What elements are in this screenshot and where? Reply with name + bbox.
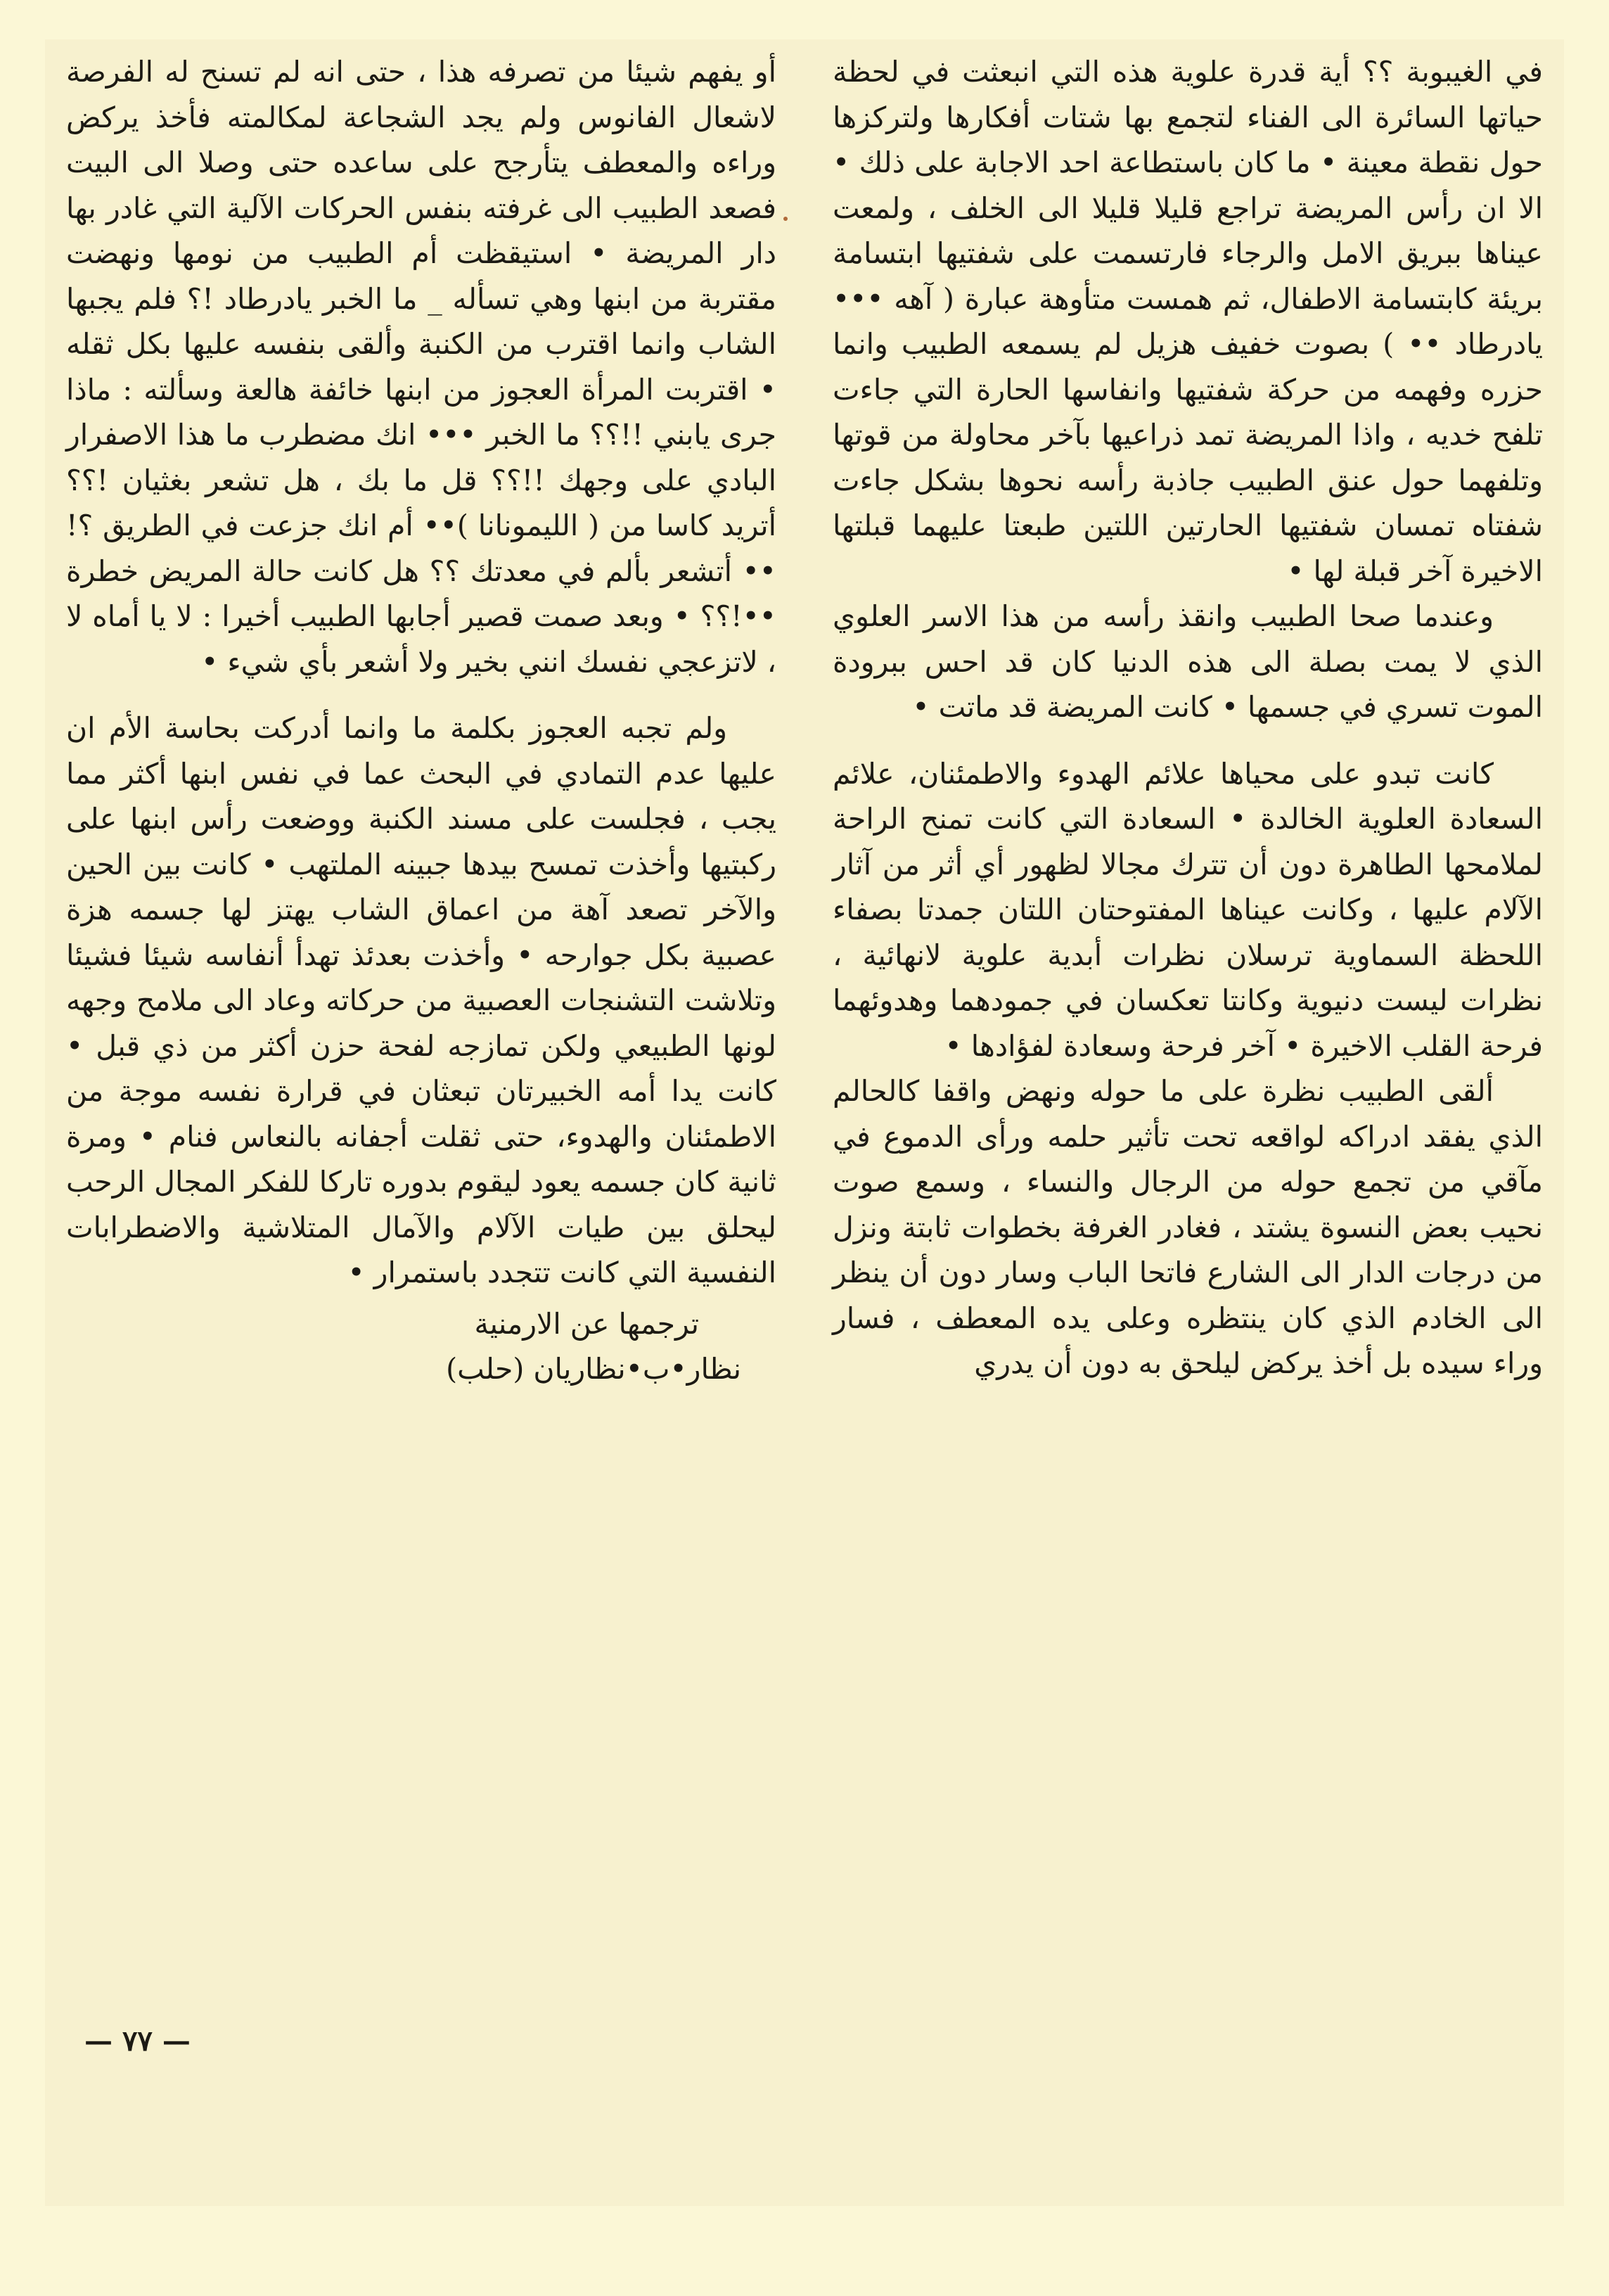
paragraph: ولم تجبه العجوز بكلمة ما وانما أدركت بحاسة الأم ان عليها عدم التمادي في البحث عما في نفس ابنها أكثر مما يجب ، فجلست على مسند الكنبة ووضعت رأس ابنها على ركبتيها وأخذت تمسح بيدها جبينه الملتهب • كانت بين الحين والآخر تصعد آهة من اعماق الشاب يهتز لها جسمه هزة عصبية بكل جوارحه • وأخذت بعدئذ تهدأ أنفاسه شيئا فشيئا وتلاشت التشنجات العصبية من حركاته وعاد الى ملامح وجهه لونها الطبيعي ولكن تمازجه لفحة حزن أكثر من ذي قبل • كانت يدا أمه الخبيرتان تبعثان في قرارة نفسه موجة من الاطمئنان والهدوء، حتى ثقلت أجفانه بالنعاس فنام • ومرة ثانية كان جسمه يعود ليقوم بدوره تاركا للفكر المجال الرحب ليحلق بين طيات الآلام والآمال المتلاشية والاضطرابات النفسية التي كانت تتجدد باستمرار • <box>66 711 776 1289</box>
paragraph: كانت تبدو على محياها علائم الهدوء والاطمئنان، علائم السعادة العلوية الخالدة • السعادة التي كانت تمنح الراحة لملامحها الطاهرة دون أن تترك مجالا لظهور أي أثر من آثار الآلام عليها ، وكانت عيناها المفتوحتان اللتان جمدتا بصفاء اللحظة السماوية ترسلان نظرات أبدية علوية لانهائية ، نظرات ليست دنيوية وكانتا تعكسان في جمودهما وهدوئهما فرحة القلب الاخيرة • آخر فرحة وسعادة لفؤادها • <box>833 756 1543 1063</box>
translator-credit: ترجمها عن الارمنية <box>474 1306 699 1341</box>
left-column <box>66 49 776 1392</box>
right-column <box>833 49 1543 1386</box>
magazine-page <box>45 39 1564 2206</box>
author-credit: نظار•ب•نظاريان (حلب) <box>446 1352 741 1386</box>
page-number: — ٧٧ — <box>84 2024 191 2058</box>
ink-dot <box>783 217 788 221</box>
paragraph: وعندما صحا الطبيب وانقذ رأسه من هذا الاسر العلوي الذي لا يمت بصلة الى هذه الدنيا كان قد احس ببرودة الموت تسري في جسمها • كانت المريضة قد ماتت • <box>833 599 1543 724</box>
paragraph: أو يفهم شيئا من تصرفه هذا ، حتى انه لم تسنح له الفرصة لاشعال الفانوس ولم يجد الشجاعة لمكالمته فأخذ يركض وراءه والمعطف يتأرجح على ساعده حتى وصلا الى البيت فصعد الطبيب الى غرفته بنفس الحركات الآلية التي غادر بها دار المريضة • استيقظت أم الطبيب من نومها ونهضت مقتربة من ابنها وهي تسأله _ ما الخبر يادرطاد !؟ فلم يجبها الشاب وانما اقترب من الكنبة وألقى بنفسه عليها بكل ثقله • اقتربت المرأة العجوز من ابنها خائفة هالعة وسألته : ماذا جرى يابني !!؟؟ ما الخبر ••• انك مضطرب ما هذا الاصفرار البادي على وجهك !!؟؟ قل ما بك ، هل تشعر بغثيان !؟؟ أتريد كاسا من ( الليمونانا )•• أم انك جزعت في الطريق ؟!•• أتشعر بألم في معدتك ؟؟ هل كانت حالة المريض خطرة ••!؟؟ • وبعد صمت قصير أجابها الطبيب أخيرا : لا يا أماه لا ، لاتزعجي نفسك انني بخير ولا أشعر بأي شيء • <box>66 55 776 679</box>
paragraph: ألقى الطبيب نظرة على ما حوله ونهض واقفا كالحالم الذي يفقد ادراكه لواقعه تحت تأثير حلمه ورأى الدموع في مآقي من تجمع حوله من الرجال والنساء ، وسمع صوت نحيب بعض النسوة يشتد ، فغادر الغرفة بخطوات ثابتة ونزل من درجات الدار الى الشارع فاتحا الباب وسار دون أن ينظر الى الخادم الذي كان ينتظره وعلى يده المعطف ، فسار وراء سيده بل أخذ يركض ليلحق به دون أن يدري <box>833 1074 1543 1380</box>
paragraph: في الغيبوبة ؟؟ أية قدرة علوية هذه التي انبعثت في لحظة حياتها السائرة الى الفناء لتجمع بها شتات أفكارها ولتركزها حول نقطة معينة • ما كان باستطاعة احد الاجابة على ذلك • الا ان رأس المريضة تراجع قليلا قليلا الى الخلف ، ولمعت عيناها ببريق الامل والرجاء فارتسمت على شفتيها ابتسامة بريئة كابتسامة الاطفال، ثم همست متأوهة عبارة ( آهه ••• يادرطاد •• ) بصوت خفيف هزيل لم يسمعه الطبيب وانما حزره وفهمه من حركة شفتيها وانفاسها الحارة التي جاءت تلفح خديه ، واذا المريضة تمد ذراعيها بآخر محاولة من قوتها وتلفهما حول عنق الطبيب جاذبة رأسه نحوها بشكل جاءت شفتاه تمسان شفتيها الحارتين اللتين طبعتا عليهما قبلتها الاخيرة آخر قبلة لها • <box>833 55 1543 588</box>
